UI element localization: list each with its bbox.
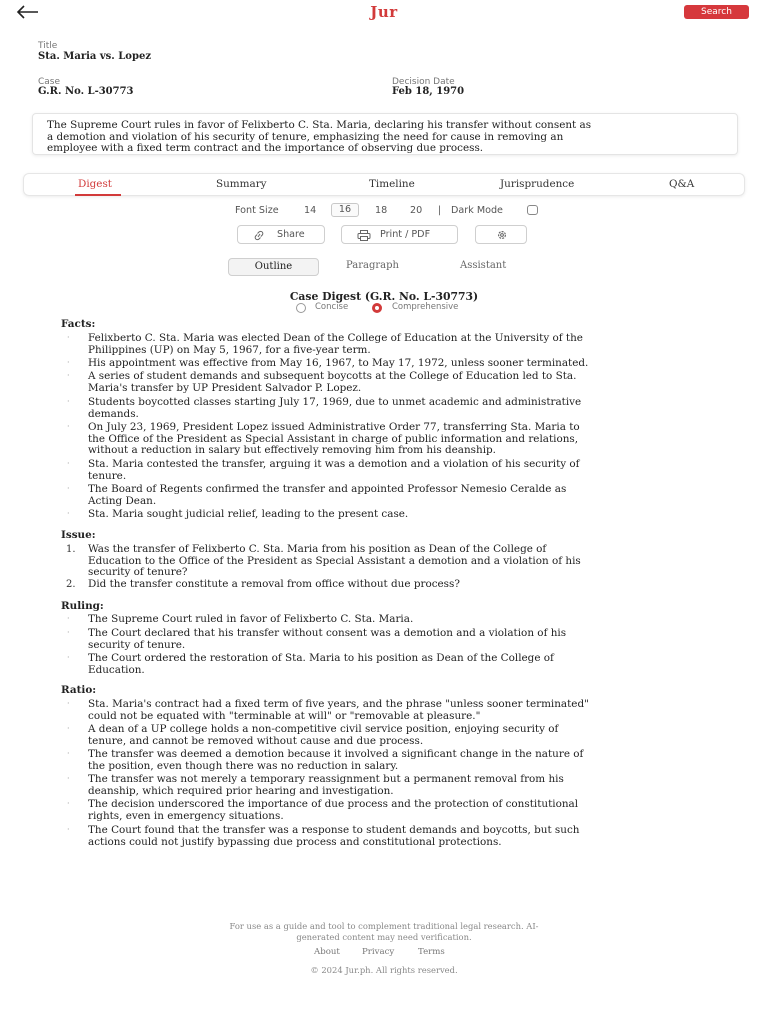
separator: |: [438, 205, 442, 216]
footer-link-about[interactable]: About: [314, 947, 340, 957]
item-line: The Court found that the transfer was a response to student demands and boycotts, but such: [88, 824, 580, 836]
view-tab-assistant[interactable]: Assistant: [460, 260, 507, 271]
disclaimer-line: For use as a guide and tool to complement traditional legal research. AI-: [229, 921, 539, 931]
list-item: [88, 371, 710, 394]
bullet: ·: [67, 774, 70, 783]
bullet: ·: [67, 484, 70, 493]
case-number: G.R. No. L-30773: [38, 86, 134, 97]
item-line: The Court ordered the restoration of Sta. Maria to his position as Dean of the College of: [88, 652, 554, 664]
list-item: [88, 724, 710, 747]
list-item: [88, 397, 710, 420]
bullet: ·: [67, 422, 70, 431]
section-tabs: [23, 173, 745, 196]
item-line: Sta. Maria contested the transfer, arguing it was a demotion and a violation of his security of: [88, 458, 580, 470]
list-item: [88, 628, 710, 651]
list-item: [88, 509, 710, 521]
title-label: Title: [38, 41, 58, 51]
list-item: [88, 825, 710, 848]
disclaimer: [180, 921, 588, 942]
list-item: [88, 653, 710, 676]
item-line: the position, even though there was no reduction in salary.: [88, 759, 399, 772]
print-pdf-label: Print / PDF: [380, 229, 431, 240]
list-number: 1.: [66, 544, 76, 555]
bullet: ·: [67, 799, 70, 808]
tab-digest[interactable]: Digest: [78, 178, 112, 190]
ruling-heading: Ruling:: [61, 600, 104, 612]
item-line: Sta. Maria sought judicial relief, leading to the present case.: [88, 508, 409, 520]
view-tab-outline[interactable]: Outline: [228, 258, 319, 276]
footer-link-terms[interactable]: Terms: [418, 947, 445, 957]
font-size-option-16[interactable]: 16: [331, 203, 359, 217]
item-line: rights, even in emergency situations.: [88, 809, 284, 822]
item-line: Did the transfer constitute a removal from office without due process?: [88, 578, 460, 590]
tab-qa[interactable]: Q&A: [669, 178, 695, 190]
item-line: actions could not justify bypassing due process and constitutional protections.: [88, 835, 502, 848]
digest-title: Case Digest (G.R. No. L-30773): [289, 290, 479, 303]
bullet: ·: [67, 749, 70, 758]
item-line: Students boycotted classes starting July 17, 1969, due to unmet academic and administrative: [88, 396, 582, 408]
copyright: © 2024 Jur.ph. All rights reserved.: [310, 965, 458, 975]
share-label: Share: [277, 229, 305, 240]
bullet: ·: [67, 371, 70, 380]
item-line: Was the transfer of Felixberto C. Sta. Maria from his position as Dean of the College of: [88, 543, 547, 555]
case-label: Case: [38, 77, 61, 87]
bullet: ·: [67, 397, 70, 406]
item-line: Maria's transfer by UP President Salvador P. Lopez.: [88, 381, 362, 394]
item-line: security of tenure.: [88, 638, 186, 651]
bullet: ·: [67, 628, 70, 637]
list-item: [88, 799, 710, 822]
bullet: ·: [67, 459, 70, 468]
radio-concise-label: Concise: [315, 302, 349, 312]
item-line: The transfer was deemed a demotion because it involved a significant change in the nature of: [88, 748, 584, 760]
tab-summary[interactable]: Summary: [216, 178, 267, 190]
tab-jurisprudence[interactable]: Jurisprudence: [500, 178, 575, 190]
item-line: A dean of a UP college holds a non-competitive civil service position, enjoying security of: [88, 723, 559, 735]
bullet: ·: [67, 724, 70, 733]
list-item: [88, 579, 710, 591]
item-line: On July 23, 1969, President Lopez issued Administrative Order 77, transferring Sta. Maria to: [88, 421, 580, 433]
radio-concise[interactable]: [296, 303, 306, 313]
item-line: Felixberto C. Sta. Maria was elected Dean of the College of Education at the University of the: [88, 332, 583, 344]
item-line: The transfer was not merely a temporary reassignment but a permanent removal from his: [88, 773, 564, 785]
item-line: security of tenure?: [88, 566, 188, 578]
dark-mode-checkbox[interactable]: [527, 205, 538, 215]
radio-comprehensive-label: Comprehensive: [392, 302, 459, 312]
font-size-controls: [0, 204, 768, 218]
item-line: Acting Dean.: [88, 494, 157, 507]
font-size-option-14[interactable]: 14: [304, 205, 317, 216]
decision-date-label: Decision Date: [392, 77, 455, 87]
ratio-heading: Ratio:: [61, 684, 97, 696]
item-line: the Office of the President as Special Assistant in charge of public information and relations,: [88, 432, 579, 445]
tab-timeline[interactable]: Timeline: [369, 178, 415, 190]
list-item: [88, 774, 710, 797]
font-size-label: Font Size: [235, 205, 279, 216]
list-item: [88, 749, 710, 772]
item-line: A series of student demands and subsequent boycotts at the College of Education led to Sta.: [88, 370, 577, 382]
settings-button[interactable]: [475, 225, 527, 244]
summary-line: The Supreme Court rules in favor of Felixberto C. Sta. Maria, declaring his transfer without consent as: [47, 119, 592, 131]
font-size-option-20[interactable]: 20: [410, 205, 423, 216]
print-pdf-button[interactable]: [341, 225, 458, 244]
link-icon: [252, 230, 266, 241]
dark-mode-label: Dark Mode: [451, 205, 503, 216]
issue-heading: Issue:: [61, 529, 96, 541]
search-button[interactable]: Search: [684, 5, 749, 19]
bullet: ·: [67, 653, 70, 662]
item-line: deanship, which required prior hearing and investigation.: [88, 784, 394, 797]
item-line: without a reduction in salary but effectively removing him from his deanship.: [88, 444, 496, 456]
share-button[interactable]: [237, 225, 325, 244]
case-summary-box: [32, 113, 738, 155]
summary-line: a demotion and violation of his security of tenure, emphasizing the need for cause in removing an: [47, 130, 564, 143]
list-number: 2.: [66, 579, 76, 590]
disclaimer-line: generated content may need verification.: [296, 931, 472, 942]
list-item: [88, 358, 710, 370]
app-logo[interactable]: Jur: [370, 3, 398, 21]
font-size-option-18[interactable]: 18: [375, 205, 388, 216]
facts-heading: Facts:: [61, 318, 96, 330]
active-tab-indicator: [75, 194, 121, 196]
list-item: [88, 333, 710, 356]
gear-icon: [496, 229, 508, 241]
summary-line: employee with a fixed term contract and the importance of observing due process.: [47, 142, 484, 155]
item-line: could not be equated with "terminable at will" or "removable at pleasure.": [88, 709, 481, 722]
list-item: [88, 544, 710, 579]
list-item: [88, 422, 710, 457]
bullet: ·: [67, 509, 70, 518]
list-item: [88, 614, 710, 626]
item-line: The decision underscored the importance of due process and the protection of constitutional: [88, 798, 579, 810]
footer-link-privacy[interactable]: Privacy: [362, 947, 395, 957]
case-title: Sta. Maria vs. Lopez: [38, 51, 151, 62]
list-item: [88, 699, 710, 722]
item-line: The Supreme Court ruled in favor of Felixberto C. Sta. Maria.: [88, 613, 414, 625]
item-line: Education.: [88, 663, 145, 676]
item-line: Philippines (UP) on May 5, 1967, for a five-year term.: [88, 343, 371, 356]
bullet: ·: [67, 333, 70, 342]
item-line: Sta. Maria's contract had a fixed term of five years, and the phrase "unless sooner terminated": [88, 698, 589, 710]
item-line: His appointment was effective from May 16, 1967, to May 17, 1972, unless sooner terminated.: [88, 357, 589, 369]
item-line: tenure, and cannot be removed without cause and due process.: [88, 734, 424, 747]
item-line: The Court declared that his transfer without consent was a demotion and a violation of his: [88, 627, 567, 639]
bullet: ·: [67, 825, 70, 834]
bullet: ·: [67, 358, 70, 367]
radio-comprehensive[interactable]: [372, 303, 382, 313]
item-line: tenure.: [88, 469, 127, 482]
list-item: [88, 484, 710, 507]
item-line: demands.: [88, 407, 139, 420]
view-tab-paragraph[interactable]: Paragraph: [346, 260, 399, 271]
bullet: ·: [67, 699, 70, 708]
list-item: [88, 459, 710, 482]
decision-date: Feb 18, 1970: [392, 86, 465, 97]
item-line: The Board of Regents confirmed the transfer and appointed Professor Nemesio Ceralde as: [88, 483, 567, 495]
item-line: Education to the Office of the President as Special Assistant a demotion and a violation of his: [88, 554, 581, 567]
bullet: ·: [67, 614, 70, 623]
printer-icon: [357, 230, 371, 241]
top-bar: [0, 0, 768, 26]
